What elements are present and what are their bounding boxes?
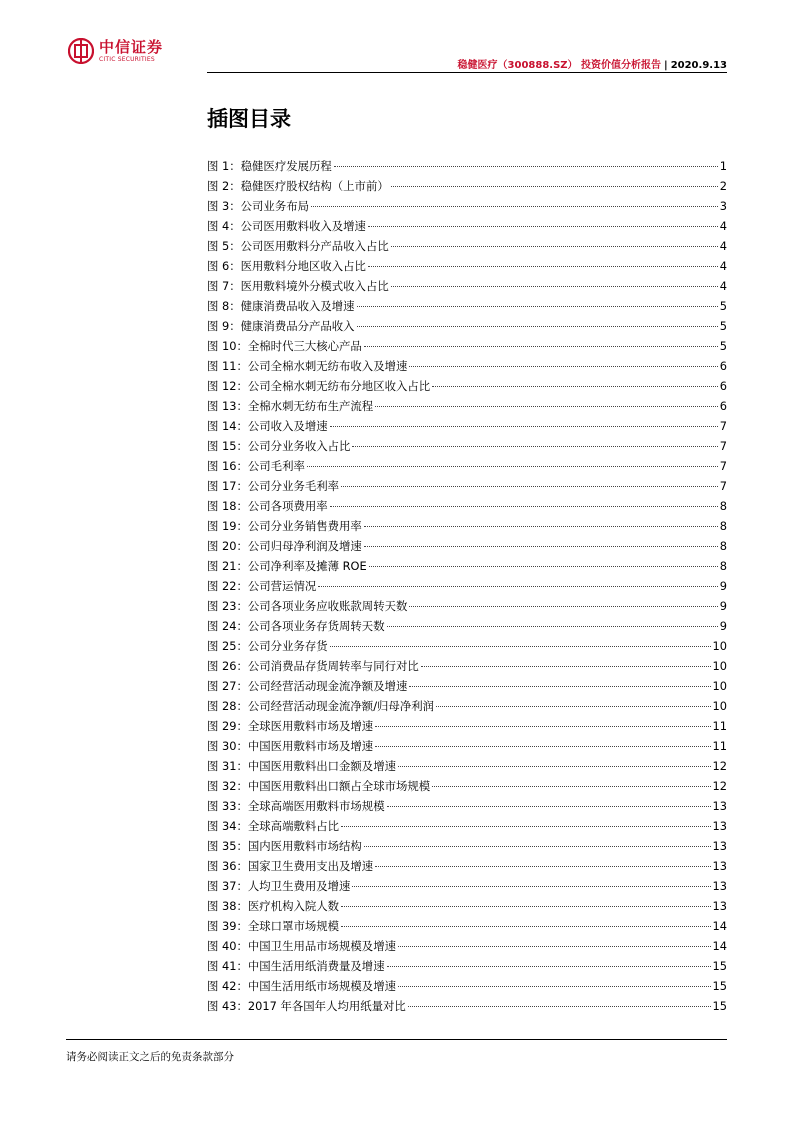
footer-disclaimer: 请务必阅读正文之后的免责条款部分: [66, 1051, 234, 1063]
toc-entry[interactable]: [207, 238, 727, 258]
toc-dot-leader: [391, 286, 718, 287]
toc-entry-page: 9: [719, 599, 727, 613]
toc-entry[interactable]: [207, 698, 727, 718]
toc-entry-page: 10: [712, 699, 727, 713]
toc-entry-label: 图 41：中国生活用纸消费量及增速: [207, 959, 385, 973]
toc-entry[interactable]: [207, 278, 727, 298]
toc-dot-leader: [432, 786, 710, 787]
toc-entry-label: 图 27：公司经营活动现金流净额及增速: [207, 679, 408, 693]
toc-entry-label: 图 38：医疗机构入院人数: [207, 899, 340, 913]
toc-entry-label: 图 23：公司各项业务应收账款周转天数: [207, 599, 408, 613]
toc-dot-leader: [387, 806, 711, 807]
toc-dot-leader: [330, 646, 711, 647]
toc-entry-page: 2: [719, 179, 727, 193]
toc-entry[interactable]: [207, 578, 727, 598]
toc-dot-leader: [334, 166, 718, 167]
report-date: 2020.9.13: [670, 60, 727, 71]
toc-dot-leader: [409, 606, 717, 607]
toc-entry-page: 13: [712, 899, 727, 913]
toc-entry-page: 9: [719, 619, 727, 633]
toc-entry-label: 图 6：医用敷料分地区收入占比: [207, 259, 366, 273]
toc-dot-leader: [357, 306, 718, 307]
toc-entry-label: 图 30：中国医用敷料市场及增速: [207, 739, 374, 753]
toc-dot-leader: [408, 1006, 711, 1007]
report-type: 投资价值分析报告: [581, 60, 662, 71]
toc-entry-page: 13: [712, 839, 727, 853]
toc-entry-label: 图 34：全球高端敷料占比: [207, 819, 340, 833]
toc-entry-label: 图 5：公司医用敷料分产品收入占比: [207, 239, 389, 253]
header-divider: [207, 72, 727, 73]
toc-entry[interactable]: [207, 898, 727, 918]
toc-entry-page: 10: [712, 679, 727, 693]
toc-entry-page: 6: [719, 399, 727, 413]
toc-entry-page: 8: [719, 519, 727, 533]
toc-entry[interactable]: [207, 878, 727, 898]
toc-entry-label: 图 26：公司消费品存货周转率与同行对比: [207, 659, 419, 673]
toc-entry-page: 4: [719, 279, 727, 293]
toc-entry-label: 图 4：公司医用敷料收入及增速: [207, 219, 366, 233]
toc-dot-leader: [398, 986, 711, 987]
toc-entry[interactable]: [207, 838, 727, 858]
toc-entry[interactable]: [207, 618, 727, 638]
toc-dot-leader: [357, 326, 718, 327]
toc-entry-label: 图 11：公司全棉水刺无纺布收入及增速: [207, 359, 408, 373]
toc-dot-leader: [436, 706, 711, 707]
toc-entry-page: 14: [712, 939, 727, 953]
toc-entry-label: 图 22：公司营运情况: [207, 579, 317, 593]
toc-entry-page: 14: [712, 919, 727, 933]
toc-dot-leader: [368, 226, 718, 227]
toc-entry-label: 图 39：全球口罩市场规模: [207, 919, 340, 933]
toc-entry[interactable]: [207, 798, 727, 818]
toc-entry-label: 图 19：公司分业务销售费用率: [207, 519, 362, 533]
toc-entry-page: 15: [712, 999, 727, 1013]
brand-name-en: CITIC SECURITIES: [99, 55, 155, 63]
toc-entry[interactable]: [207, 958, 727, 978]
toc-entry[interactable]: [207, 978, 727, 998]
toc-dot-leader: [375, 746, 710, 747]
toc-entry[interactable]: [207, 458, 727, 478]
toc-entry[interactable]: [207, 438, 727, 458]
toc-entry-label: 图 32：中国医用敷料出口额占全球市场规模: [207, 779, 431, 793]
toc-entry-label: 图 3：公司业务布局: [207, 199, 309, 213]
toc-entry-label: 图 1：稳健医疗发展历程: [207, 159, 332, 173]
toc-entry-page: 12: [712, 779, 727, 793]
toc-entry-page: 8: [719, 499, 727, 513]
brand-name-cn: 中信证券: [99, 37, 164, 56]
toc-entry-page: 9: [719, 579, 727, 593]
toc-entry[interactable]: [207, 518, 727, 538]
toc-dot-leader: [368, 266, 718, 267]
toc-entry[interactable]: [207, 258, 727, 278]
toc-dot-leader: [364, 846, 711, 847]
toc-entry-page: 7: [719, 459, 727, 473]
toc-entry-page: 3: [719, 199, 727, 213]
toc-dot-leader: [352, 886, 710, 887]
toc-entry-page: 8: [719, 539, 727, 553]
toc-entry[interactable]: [207, 498, 727, 518]
toc-entry-page: 4: [719, 239, 727, 253]
toc-entry-label: 图 40：中国卫生用品市场规模及增速: [207, 939, 396, 953]
toc-entry[interactable]: [207, 858, 727, 878]
toc-entry-page: 7: [719, 439, 727, 453]
toc-dot-leader: [330, 426, 718, 427]
toc-entry-label: 图 37：人均卫生费用及增速: [207, 879, 351, 893]
company-ticker: 稳健医疗（300888.SZ）: [457, 60, 578, 71]
toc-dot-leader: [341, 486, 718, 487]
toc-dot-leader: [432, 386, 718, 387]
toc-entry[interactable]: [207, 638, 727, 658]
toc-entry-label: 图 25：公司分业务存货: [207, 639, 328, 653]
toc-dot-leader: [398, 766, 711, 767]
toc-dot-leader: [375, 406, 718, 407]
toc-entry[interactable]: [207, 198, 727, 218]
toc-dot-leader: [398, 946, 711, 947]
toc-entry-label: 图 21：公司净利率及摊薄 ROE: [207, 559, 367, 573]
toc-entry[interactable]: [207, 558, 727, 578]
toc-entry-page: 8: [719, 559, 727, 573]
toc-dot-leader: [369, 566, 718, 567]
toc-dot-leader: [375, 726, 710, 727]
toc-entry-page: 11: [712, 719, 727, 733]
toc-dot-leader: [409, 686, 710, 687]
toc-entry-label: 图 31：中国医用敷料出口金额及增速: [207, 759, 396, 773]
toc-entry-page: 5: [719, 339, 727, 353]
toc-entry-page: 4: [719, 259, 727, 273]
toc-entry[interactable]: [207, 338, 727, 358]
toc-entry-label: 图 12：公司全棉水刺无纺布分地区收入占比: [207, 379, 431, 393]
toc-entry-label: 图 43：2017 年各国年人均用纸量对比: [207, 999, 406, 1013]
toc-entry-label: 图 28：公司经营活动现金流净额/归母净利润: [207, 699, 434, 713]
toc-entry-page: 15: [712, 959, 727, 973]
toc-entry-page: 13: [712, 859, 727, 873]
toc-dot-leader: [375, 866, 710, 867]
toc-dot-leader: [387, 966, 711, 967]
toc-dot-leader: [409, 366, 717, 367]
toc-entry-label: 图 16：公司毛利率: [207, 459, 305, 473]
toc-entry-page: 11: [712, 739, 727, 753]
toc-entry[interactable]: [207, 318, 727, 338]
toc-entry-label: 图 18：公司各项费用率: [207, 499, 328, 513]
toc-entry-label: 图 42：中国生活用纸市场规模及增速: [207, 979, 396, 993]
toc-entry-label: 图 36：国家卫生费用支出及增速: [207, 859, 374, 873]
toc-entry[interactable]: [207, 678, 727, 698]
figure-index-list: [207, 158, 727, 1018]
toc-dot-leader: [387, 626, 718, 627]
toc-entry[interactable]: [207, 218, 727, 238]
toc-entry[interactable]: [207, 158, 727, 178]
toc-entry[interactable]: [207, 478, 727, 498]
toc-entry[interactable]: [207, 938, 727, 958]
toc-entry[interactable]: [207, 538, 727, 558]
toc-entry-page: 6: [719, 379, 727, 393]
toc-entry[interactable]: [207, 658, 727, 678]
toc-dot-leader: [318, 586, 718, 587]
toc-entry-page: 13: [712, 879, 727, 893]
toc-dot-leader: [364, 526, 718, 527]
toc-entry-label: 图 17：公司分业务毛利率: [207, 479, 340, 493]
toc-entry-label: 图 29：全球医用敷料市场及增速: [207, 719, 374, 733]
toc-entry-label: 图 10：全棉时代三大核心产品: [207, 339, 362, 353]
toc-entry-page: 5: [719, 319, 727, 333]
toc-dot-leader: [307, 466, 718, 467]
toc-dot-leader: [311, 206, 718, 207]
brand-logo: [68, 38, 163, 64]
toc-entry[interactable]: [207, 178, 727, 198]
toc-entry-label: 图 20：公司归母净利润及增速: [207, 539, 362, 553]
toc-dot-leader: [364, 546, 718, 547]
toc-entry-page: 5: [719, 299, 727, 313]
toc-entry[interactable]: [207, 598, 727, 618]
toc-dot-leader: [341, 906, 710, 907]
toc-dot-leader: [352, 446, 717, 447]
toc-entry-page: 10: [712, 639, 727, 653]
toc-entry-label: 图 2：稳健医疗股权结构（上市前）: [207, 179, 389, 193]
toc-entry-label: 图 13：全棉水刺无纺布生产流程: [207, 399, 374, 413]
toc-dot-leader: [341, 826, 710, 827]
toc-dot-leader: [330, 506, 718, 507]
toc-entry-label: 图 14：公司收入及增速: [207, 419, 328, 433]
toc-entry[interactable]: [207, 358, 727, 378]
toc-entry-page: 13: [712, 819, 727, 833]
toc-dot-leader: [341, 926, 710, 927]
toc-entry-label: 图 15：公司分业务收入占比: [207, 439, 351, 453]
toc-entry-page: 12: [712, 759, 727, 773]
header-separator: |: [664, 60, 668, 71]
toc-entry-label: 图 35：国内医用敷料市场结构: [207, 839, 362, 853]
toc-entry-page: 7: [719, 419, 727, 433]
toc-dot-leader: [391, 246, 718, 247]
toc-entry[interactable]: [207, 398, 727, 418]
citic-logo-icon: [68, 38, 94, 64]
toc-entry-label: 图 24：公司各项业务存货周转天数: [207, 619, 385, 633]
toc-entry-label: 图 33：全球高端医用敷料市场规模: [207, 799, 385, 813]
report-header-info: [458, 56, 727, 71]
toc-entry[interactable]: [207, 758, 727, 778]
toc-entry-page: 4: [719, 219, 727, 233]
toc-entry[interactable]: [207, 918, 727, 938]
toc-entry[interactable]: [207, 778, 727, 798]
toc-entry[interactable]: [207, 378, 727, 398]
toc-entry[interactable]: [207, 418, 727, 438]
toc-entry-label: 图 8：健康消费品收入及增速: [207, 299, 355, 313]
toc-entry-page: 1: [719, 159, 727, 173]
toc-entry[interactable]: [207, 718, 727, 738]
footer-divider: [66, 1039, 727, 1040]
page-title: 插图目录: [207, 107, 291, 131]
toc-entry-page: 15: [712, 979, 727, 993]
toc-dot-leader: [421, 666, 711, 667]
toc-entry[interactable]: [207, 818, 727, 838]
toc-dot-leader: [391, 186, 718, 187]
toc-entry-page: 13: [712, 799, 727, 813]
toc-entry-label: 图 7：医用敷料境外分模式收入占比: [207, 279, 389, 293]
toc-entry-page: 10: [712, 659, 727, 673]
toc-entry-page: 6: [719, 359, 727, 373]
toc-entry[interactable]: [207, 998, 727, 1018]
toc-entry[interactable]: [207, 298, 727, 318]
toc-entry-label: 图 9：健康消费品分产品收入: [207, 319, 355, 333]
toc-entry[interactable]: [207, 738, 727, 758]
toc-dot-leader: [364, 346, 718, 347]
toc-entry-page: 7: [719, 479, 727, 493]
